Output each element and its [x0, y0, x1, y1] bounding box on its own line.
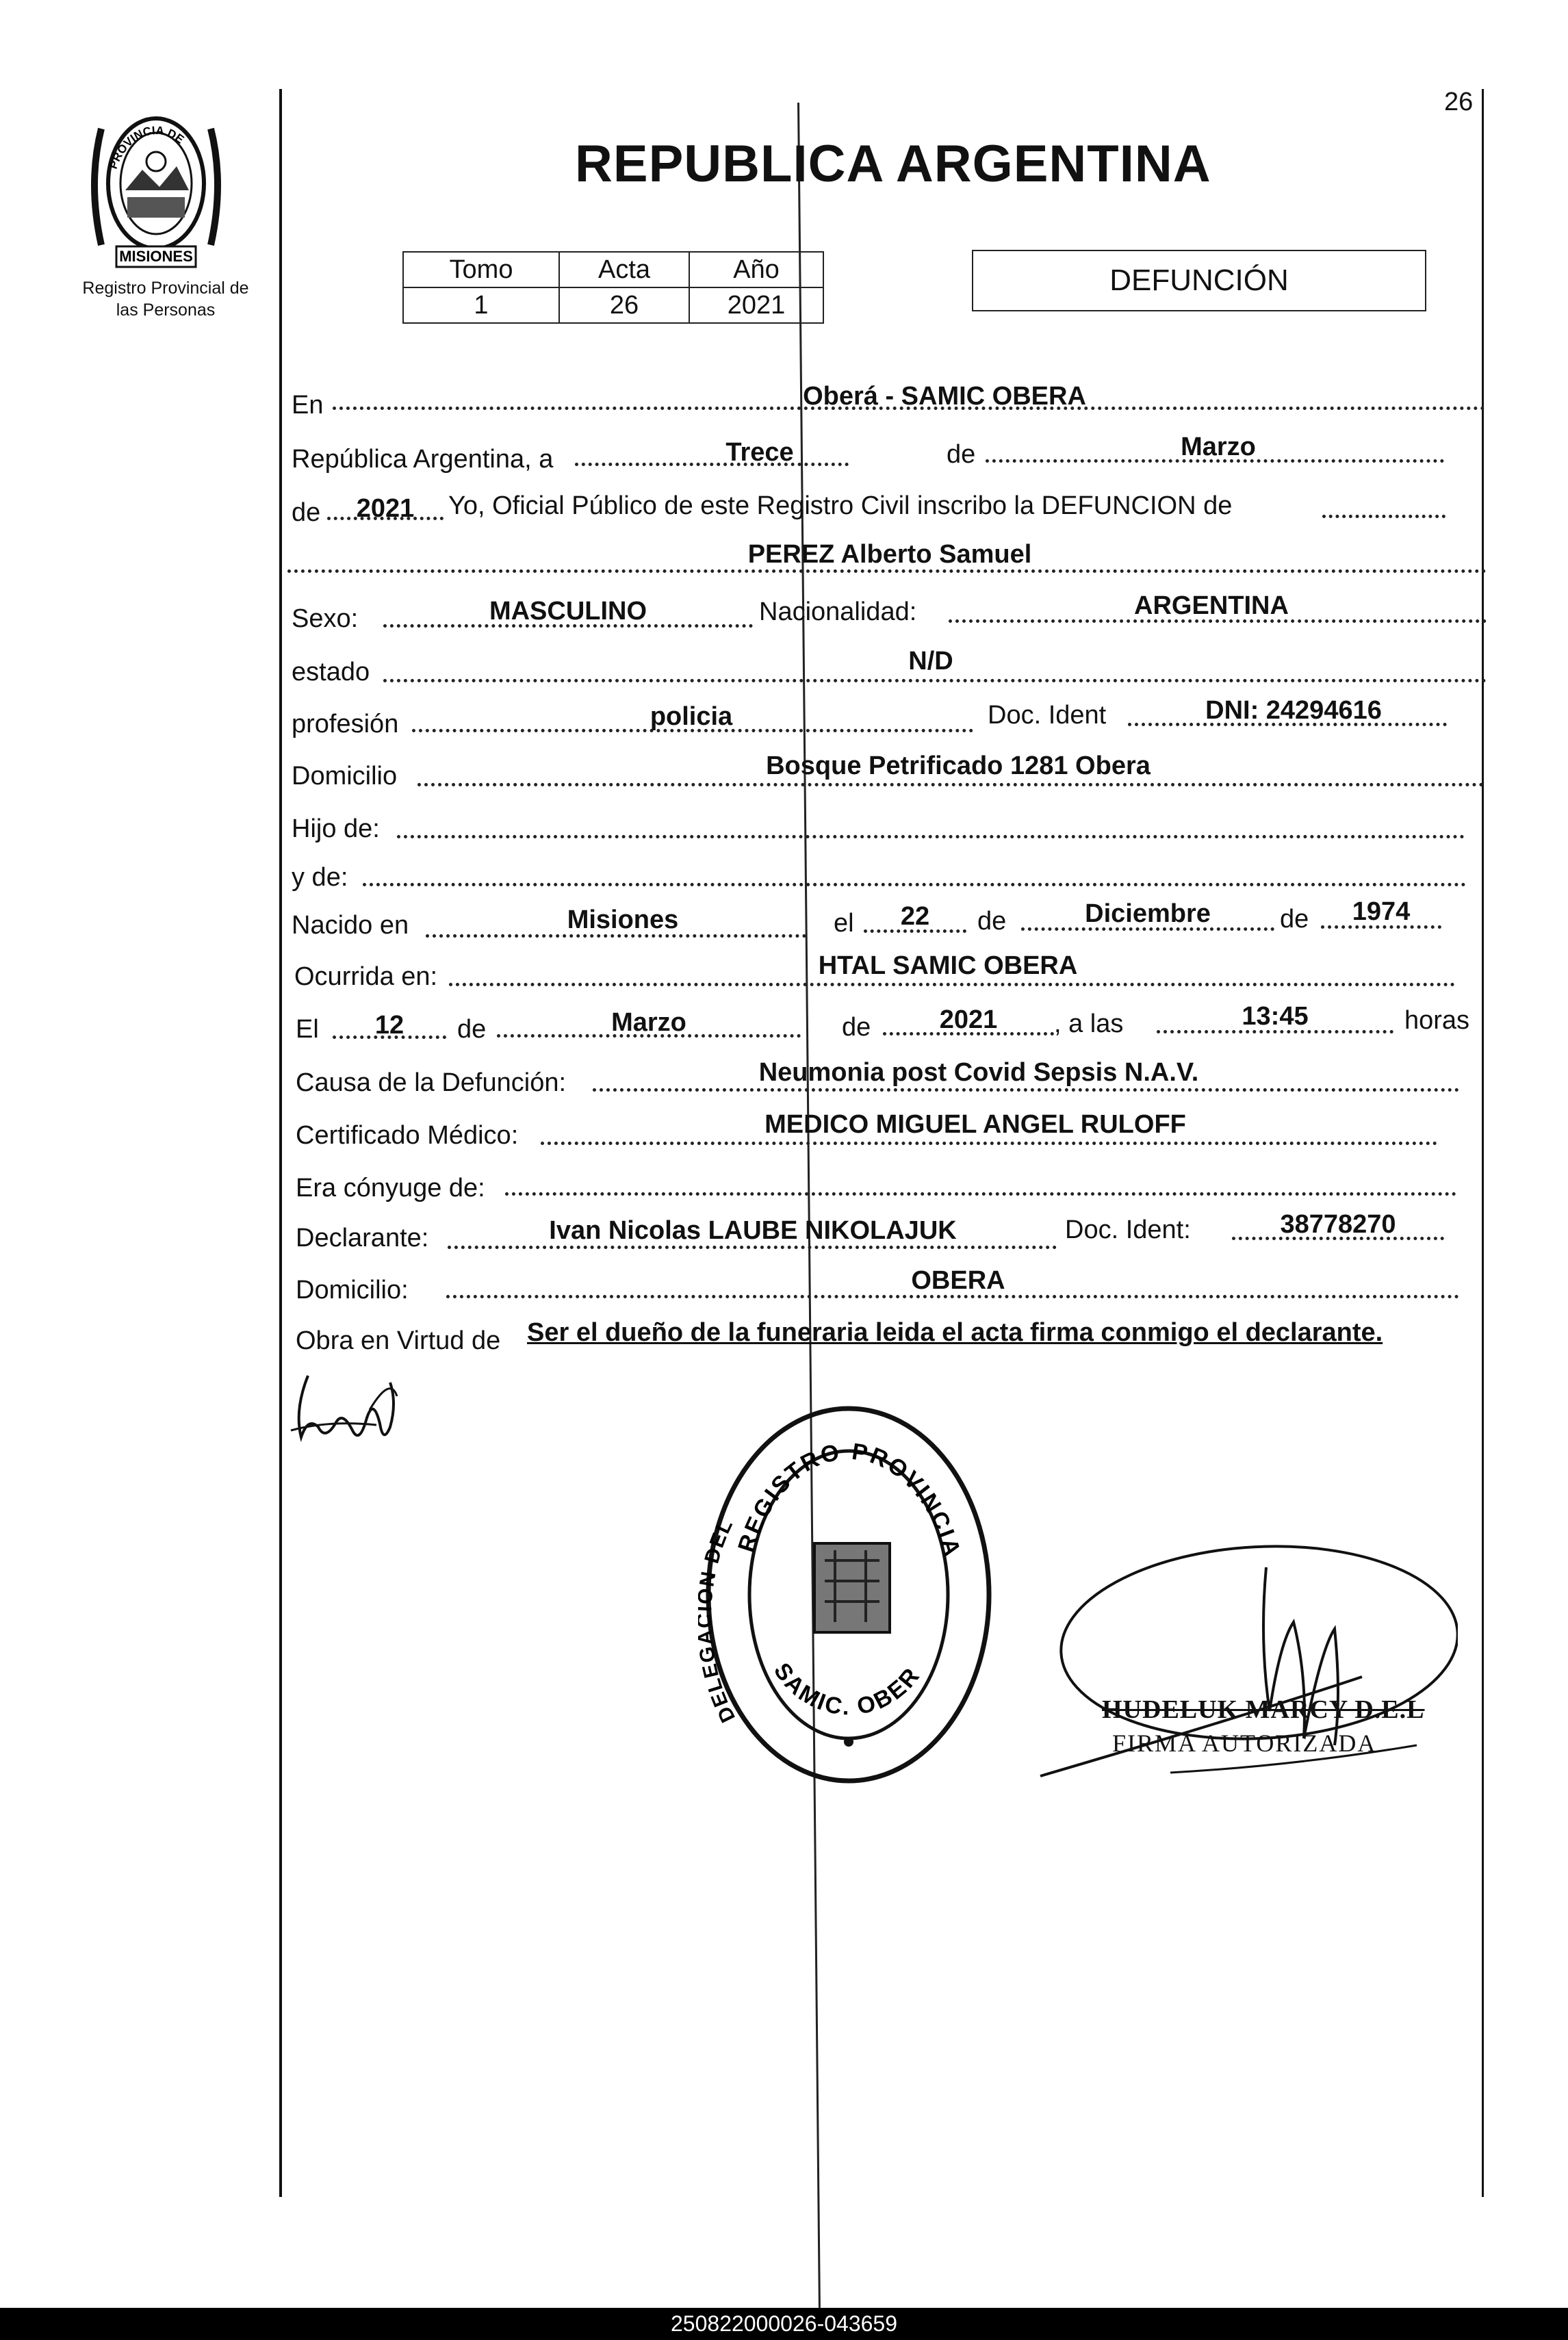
acta-header-anio: Año	[689, 252, 823, 287]
hora-value: 13:45	[1242, 1002, 1309, 1031]
conyuge-label: Era cónyuge de:	[296, 1174, 485, 1203]
de2-label: de	[292, 498, 321, 527]
def-de-label: de	[457, 1015, 487, 1044]
left-margin-line	[279, 89, 282, 2197]
acta-header-tomo: Tomo	[403, 252, 559, 287]
profesion-label: profesión	[292, 710, 399, 738]
nacionalidad-value: ARGENTINA	[1134, 591, 1289, 620]
decl-doc-value: 38778270	[1280, 1210, 1396, 1239]
el2-label: El	[296, 1015, 319, 1044]
causa-line	[593, 1088, 1459, 1092]
def-anio-value: 2021	[939, 1005, 998, 1034]
authorized-signature	[1033, 1540, 1458, 1800]
sexo-label: Sexo:	[292, 604, 359, 633]
republica-label: República Argentina, a	[292, 445, 554, 474]
stamp-text-top: REGISTRO PROVINCIA	[733, 1438, 966, 1561]
page-title: REPUBLICA ARGENTINA	[575, 135, 1211, 193]
signature-stamp-line2: FIRMA AUTORIZADA	[1112, 1730, 1377, 1757]
certificado-line	[541, 1142, 1437, 1145]
registry-label	[63, 277, 268, 321]
anio-value: 2021	[356, 494, 415, 523]
footer-id-bar	[0, 2308, 1568, 2340]
center-fold-line	[797, 103, 821, 2308]
domicilio-label: Domicilio	[292, 762, 398, 790]
acta-table	[402, 251, 824, 324]
signature-stamp-line1: HUDELUK MARCY D.E.L	[1102, 1695, 1425, 1724]
el-label: el	[834, 909, 854, 938]
acta-value-tomo: 1	[403, 287, 559, 323]
domicilio-line	[417, 783, 1484, 786]
doc-ident-label: Doc. Ident	[988, 701, 1107, 730]
declarante-line	[448, 1246, 1057, 1249]
registry-label-line2: las Personas	[116, 300, 216, 320]
en-value: Oberá - SAMIC OBERA	[803, 382, 1086, 411]
declarant-signature	[287, 1362, 411, 1465]
nac-de2-label: de	[1280, 905, 1309, 934]
domicilio-value: Bosque Petrificado 1281 Obera	[766, 751, 1151, 780]
yde-line	[363, 883, 1466, 886]
causa-label: Causa de la Defunción:	[296, 1068, 567, 1097]
decl-domicilio-line	[446, 1295, 1459, 1298]
causa-value: Neumonia post Covid Sepsis N.A.V.	[758, 1058, 1199, 1087]
nac-anio-value: 1974	[1352, 897, 1411, 926]
stamp-text-bottom: SAMIC. OBER	[768, 1658, 926, 1721]
acta-value-acta: 26	[559, 287, 689, 323]
decl-doc-label: Doc. Ident:	[1065, 1216, 1191, 1244]
logo-text-top: PROVINCIA DE	[106, 124, 187, 171]
logo-text-bottom: MISIONES	[119, 248, 193, 265]
obra-value: Ser el dueño de la funeraria leida el acta firma conmigo el declarante.	[527, 1318, 1383, 1347]
decl-domicilio-label: Domicilio:	[296, 1276, 409, 1304]
profesion-value: policia	[650, 702, 733, 731]
ocurrida-value: HTAL SAMIC OBERA	[818, 951, 1078, 980]
en-label: En	[292, 391, 324, 420]
def-mes-value: Marzo	[611, 1008, 686, 1037]
conyuge-line	[505, 1192, 1456, 1196]
nac-dia-value: 22	[900, 902, 930, 931]
obra-label: Obra en Virtud de	[296, 1326, 501, 1355]
ocurrida-line	[449, 983, 1455, 986]
estado-line	[383, 679, 1487, 682]
nombre-value: PEREZ Alberto Samuel	[747, 540, 1032, 569]
document-type-box: DEFUNCIÓN	[972, 250, 1426, 311]
def-de2-label: de	[842, 1013, 871, 1042]
certificado-label: Certificado Médico:	[296, 1121, 519, 1150]
provincial-seal-logo	[74, 101, 238, 279]
certificado-value: MEDICO MIGUEL ANGEL RULOFF	[764, 1110, 1186, 1139]
registry-label-line1: Registro Provincial de	[82, 279, 249, 298]
yo-line	[1322, 515, 1445, 518]
page-number: 26	[1444, 88, 1474, 116]
nac-de-label: de	[977, 907, 1007, 936]
declarante-label: Declarante:	[296, 1224, 429, 1252]
de-label: de	[947, 440, 976, 469]
declarante-value: Ivan Nicolas LAUBE NIKOLAJUK	[549, 1216, 957, 1245]
mes-value: Marzo	[1181, 433, 1256, 461]
dia-value: Trece	[725, 438, 794, 467]
doc-ident-value: DNI: 24294616	[1205, 696, 1382, 725]
nacido-label: Nacido en	[292, 911, 409, 940]
footer-id: 250822000026-043659	[671, 2311, 897, 2336]
yde-label: y de:	[292, 863, 348, 892]
nacionalidad-label: Nacionalidad:	[759, 597, 917, 626]
horas-label: horas	[1404, 1006, 1470, 1035]
yo-text: Yo, Oficial Público de este Registro Civil inscribo la DEFUNCION de	[448, 491, 1233, 520]
acta-value-anio: 2021	[689, 287, 823, 323]
nacido-value: Misiones	[567, 905, 679, 934]
def-dia-value: 12	[374, 1011, 404, 1040]
estado-value: N/D	[908, 647, 953, 676]
alas-label: , a las	[1054, 1010, 1124, 1038]
ocurrida-label: Ocurrida en:	[294, 962, 438, 991]
registry-stamp	[698, 1396, 999, 1793]
sexo-value: MASCULINO	[489, 597, 647, 626]
nac-mes-value: Diciembre	[1085, 899, 1211, 928]
stamp-text-left: DELE DEL	[698, 1515, 741, 1726]
svg-text:SAMIC. OBERA	[698, 1396, 926, 1721]
estado-label: estado	[292, 658, 370, 686]
hijo-label: Hijo de:	[292, 814, 380, 843]
nacido-line	[426, 934, 806, 938]
nombre-line	[287, 569, 1487, 573]
right-margin-line	[1482, 89, 1484, 2197]
acta-header-acta: Acta	[559, 252, 689, 287]
decl-domicilio-value: OBERA	[911, 1266, 1005, 1295]
hijo-line	[397, 835, 1465, 838]
